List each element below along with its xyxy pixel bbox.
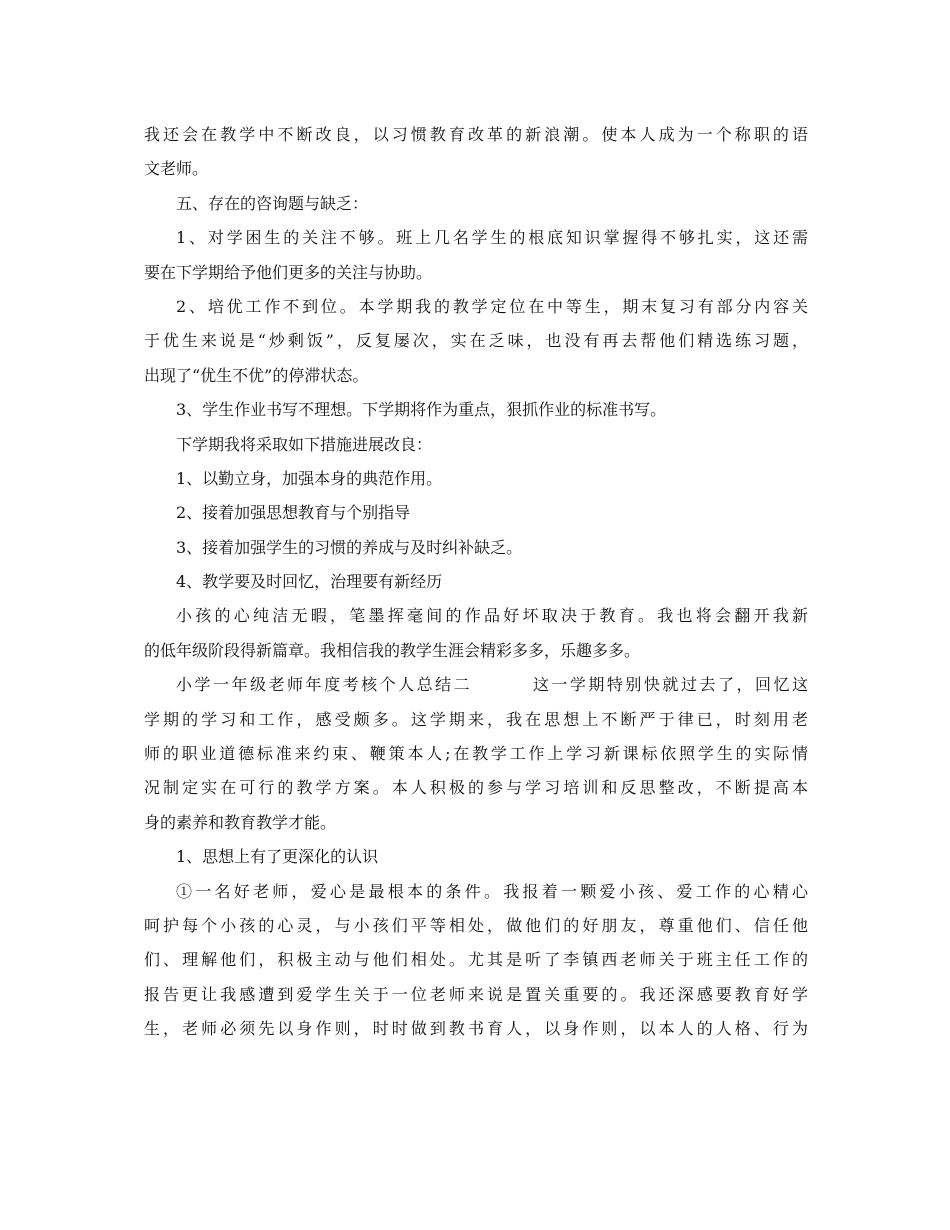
text-line: 3、学生作业书写不理想。下学期将作为重点，狠抓作业的标准书写。 (176, 400, 667, 420)
text-line: ①一名好老师，爱心是最根本的条件。我报着一颗爱小孩、爱工作的心精心 (176, 881, 808, 901)
text-line: 3、接着加强学生的习惯的养成与及时纠补缺乏。 (176, 537, 523, 557)
text-line: 小孩的心纯洁无暇，笔墨挥毫间的作品好坏取决于教育。我也将会翻开我新 (176, 606, 808, 626)
text-line: 1、对学困生的关注不够。班上几名学生的根底知识掌握得不够扎实，这还需 (176, 228, 808, 248)
text-line: 呵护每个小孩的心灵，与小孩们平等相处，做他们的好朋友，尊重他们、信任他 (144, 915, 808, 935)
text-line: 要在下学期给予他们更多的关注与协助。 (144, 262, 433, 282)
text-line: 4、教学要及时回忆，治理要有新经历 (176, 572, 443, 592)
text-line: 况制定实在可行的教学方案。本人积极的参与学习培训和反思整改，不断提高本 (144, 778, 808, 798)
text-line: 的低年级阶段得新篇章。我相信我的教学生涯会精彩多多，乐趣多多。 (144, 640, 641, 660)
text-line: 报告更让我感遭到爱学生关于一位老师来说是置关重要的。我还深感要教育好学 (144, 984, 808, 1004)
text-line: 1、以勤立身，加强本身的典范作用。 (176, 468, 443, 488)
text-line: 文老师。 (144, 159, 209, 179)
text-line: 小学一年级老师年度考核个人总结二 这一学期特别快就过去了，回忆这 (176, 675, 808, 695)
text-line: 我还会在教学中不断改良，以习惯教育改革的新浪潮。使本人成为一个称职的语 (144, 125, 808, 144)
text-line: 学期的学习和工作，感受颇多。这学期来，我在思想上不断严于律已，时刻用老 (144, 709, 808, 729)
text-line: 身的素养和教育教学才能。 (144, 812, 337, 832)
text-line: 2、接着加强思想教育与个别指导 (176, 503, 411, 523)
text-line: 师的职业道德标准来约束、鞭策本人;在教学工作上学习新课标依照学生的实际情 (144, 744, 808, 764)
text-line: 2、培优工作不到位。本学期我的教学定位在中等生，期末复习有部分内容关 (176, 296, 808, 316)
text-line: 生，老师必须先以身作则，时时做到教书育人，以身作则，以本人的人格、行为 (144, 1019, 808, 1039)
text-line: 们、理解他们，积极主动与他们相处。尤其是听了李镇西老师关于班主任工作的 (144, 950, 808, 970)
text-line: 于优生来说是“炒剩饭”，反复屡次，实在乏味，也没有再去帮他们精选练习题， (144, 331, 808, 351)
text-line: 出现了“优生不优”的停滞状态。 (144, 365, 369, 385)
text-line: 下学期我将采取如下措施进展改良： (176, 434, 433, 454)
document-body (144, 118, 808, 1047)
text-line: 五、存在的咨询题与缺乏： (176, 193, 369, 213)
text-line: 1、思想上有了更深化的认识 (176, 847, 379, 867)
